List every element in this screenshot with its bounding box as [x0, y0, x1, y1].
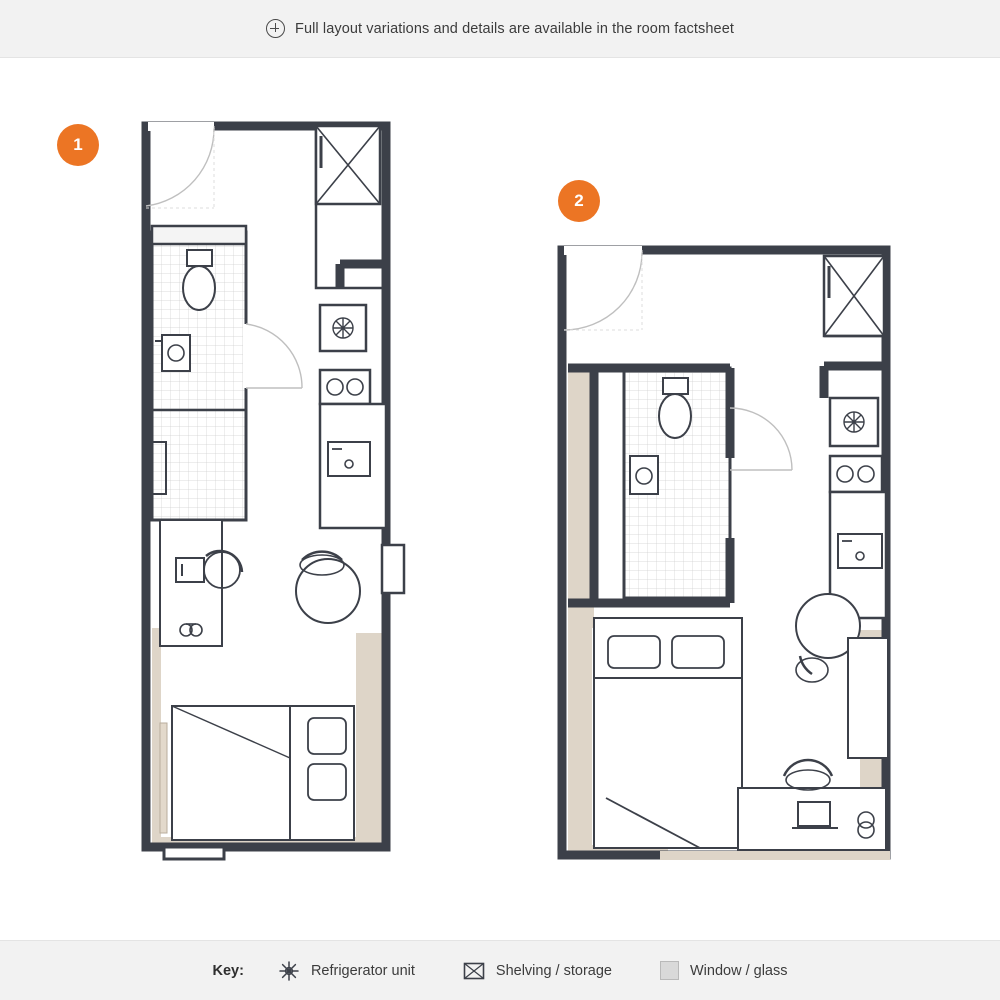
- plus-circle-icon: [266, 19, 285, 38]
- legend-label-window: Window / glass: [689, 962, 788, 979]
- floorplan-drawing: [0, 58, 1000, 940]
- snowflake-icon: [278, 960, 300, 982]
- header-text: Full layout variations and details are available in the room factsheet: [294, 20, 735, 37]
- header-banner: [0, 0, 1000, 58]
- legend-item-refrigerator: [278, 960, 415, 982]
- legend-item-shelving: [463, 960, 612, 982]
- legend-item-window: [660, 961, 788, 980]
- floorplan-canvas: [0, 58, 1000, 940]
- legend-label-refrigerator: Refrigerator unit: [310, 962, 415, 979]
- plan-1-badge: 1: [57, 124, 99, 166]
- legend-label-shelving: Shelving / storage: [495, 962, 612, 979]
- plan-2-group: [562, 246, 890, 860]
- plan-1-group: [146, 122, 404, 859]
- plan-2-badge: 2: [558, 180, 600, 222]
- legend-title: Key:: [212, 962, 244, 979]
- crossed-box-icon: [463, 960, 485, 982]
- window-swatch-icon: [660, 961, 679, 980]
- legend-bar: [0, 940, 1000, 1000]
